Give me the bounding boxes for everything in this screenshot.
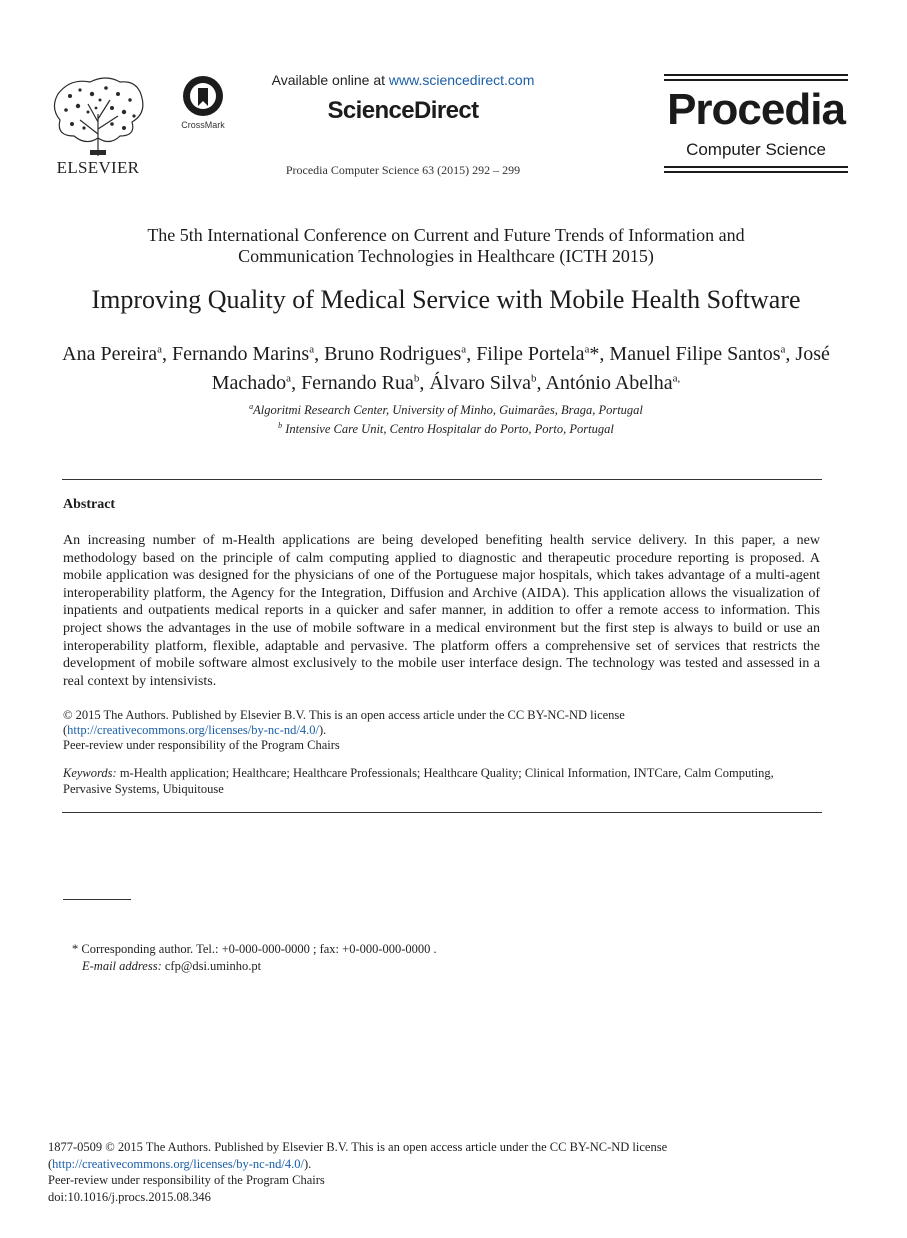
available-online-line — [230, 72, 576, 88]
license-statement — [63, 708, 820, 753]
license-link[interactable]: http://creativecommons.org/licenses/by-nc-nd/4.0/ — [67, 723, 319, 737]
author: José Machado$^a$, — [211, 342, 830, 395]
abstract-heading: Abstract — [63, 497, 116, 512]
affiliation-a: $^a$Algoritmi Research Center, University of Minho, Guimarães, Braga, Portugal — [249, 402, 643, 418]
conference-line-1: The 5th International Conference on Current and Future Trends of Information and — [147, 225, 745, 245]
email-line — [82, 958, 782, 975]
conference-line-2: Communication Technologies in Healthcare (ICTH 2015) — [238, 246, 654, 266]
footnote-divider — [63, 899, 131, 900]
publication-info — [48, 1139, 848, 1205]
publisher-name: ELSEVIER — [56, 158, 140, 177]
email-address[interactable]: cfp@dsi.uminho.pt — [161, 959, 262, 973]
procedia-subtitle: Computer Science — [686, 140, 826, 159]
crossmark-label: CrossMark — [181, 120, 225, 130]
bottom-divider — [62, 812, 822, 813]
email-label: E-mail address: — [82, 959, 162, 973]
peer-review-line: Peer-review under responsibility of the Program Chairs — [63, 738, 340, 752]
issn-license-line: 1877-0509 © 2015 The Authors. Published by Elsevier B.V. This is an open access article under the CC BY-NC-ND license — [48, 1140, 668, 1154]
journal-reference: Procedia Computer Science 63 (2015) 292 – 299 — [285, 163, 521, 177]
author: Ana Pereira$^a$, — [62, 342, 172, 365]
bottom-peer-review-line: Peer-review under responsibility of the Program Chairs — [48, 1173, 325, 1187]
author-corresponding: Filipe Portela$^a$*, — [476, 342, 610, 365]
bottom-license-url-line: (http://creativecommons.org/licenses/by-nc-nd/4.0/). — [48, 1156, 312, 1171]
doi-line[interactable]: doi:10.1016/j.procs.2015.08.346 — [48, 1189, 211, 1204]
keywords-label: Keywords: — [63, 766, 117, 780]
procedia-logo — [664, 74, 848, 174]
corresponding-author-note: * Corresponding author. Tel.: +0-000-000-0000 ; fax: +0-000-000-0000 . — [72, 942, 437, 956]
available-prefix: Available online at — [271, 72, 389, 88]
license-line: © 2015 The Authors. Published by Elsevier B.V. This is an open access article under the CC BY-NC-ND license — [63, 708, 625, 722]
keywords-list: m-Health application; Healthcare; Healthcare Professionals; Healthcare Quality; Clinical Information, INTCare, Calm Computing, Pervasive Systems, Ubiquitouse — [63, 766, 774, 796]
keywords — [63, 765, 820, 797]
procedia-wordmark: Procedia — [667, 85, 845, 134]
top-divider — [62, 479, 822, 480]
conference-name — [60, 225, 832, 267]
affiliations — [100, 399, 792, 437]
author-list — [60, 337, 832, 396]
license-url-line: (http://creativecommons.org/licenses/by-nc-nd/4.0/). — [63, 723, 327, 737]
author: Fernando Marins$^a$, — [171, 342, 325, 365]
author: Álvaro Silva$^b$, — [429, 372, 546, 395]
bottom-license-link[interactable]: http://creativecommons.org/licenses/by-nc-nd/4.0/ — [52, 1156, 304, 1171]
abstract-body: An increasing number of m-Health applications are being developed benefiting health service delivery. In this paper, a new methodology based on the principle of calm computing applied to diagnostic and therapeutic procedure reporting is proposed. A mobile application was designed for the physicians of one of the Portuguese major hospitals, which takes advantage of a multi-agent interoperability platform, the Agency for the Integration, Diffusion and Archive (AIDA). This application allows the visualization of inpatients and outpatients medical reports in a quicker and safer manner, in addition to offer a remote access to information. This project shows the advantages in the use of mobile software in a medical environment but the first step is always to build or use an interoperability platform, flexible, adaptable and pervasive. The platform offers a comprehensive set of services that restricts the development of mobile software almost exclusively to the mobile user interface design. The technology was tested and assessed in a real context by intensivists. — [63, 533, 820, 689]
author: Fernando Rua$^b$, — [301, 372, 430, 395]
paper-title: Improving Quality of Medical Service with Mobile Health Software — [91, 285, 801, 314]
author: António Abelha$^{a,}$ — [545, 372, 681, 395]
author: Manuel Filipe Santos$^a$, — [609, 342, 796, 365]
sciencedirect-wordmark: ScienceDirect — [327, 97, 479, 124]
author: Bruno Rodrigues$^a$, — [324, 342, 477, 365]
affiliation-b: $^b$ Intensive Care Unit, Centro Hospitalar do Porto, Porto, Portugal — [278, 421, 614, 437]
sciencedirect-link[interactable]: www.sciencedirect.com — [388, 72, 535, 88]
